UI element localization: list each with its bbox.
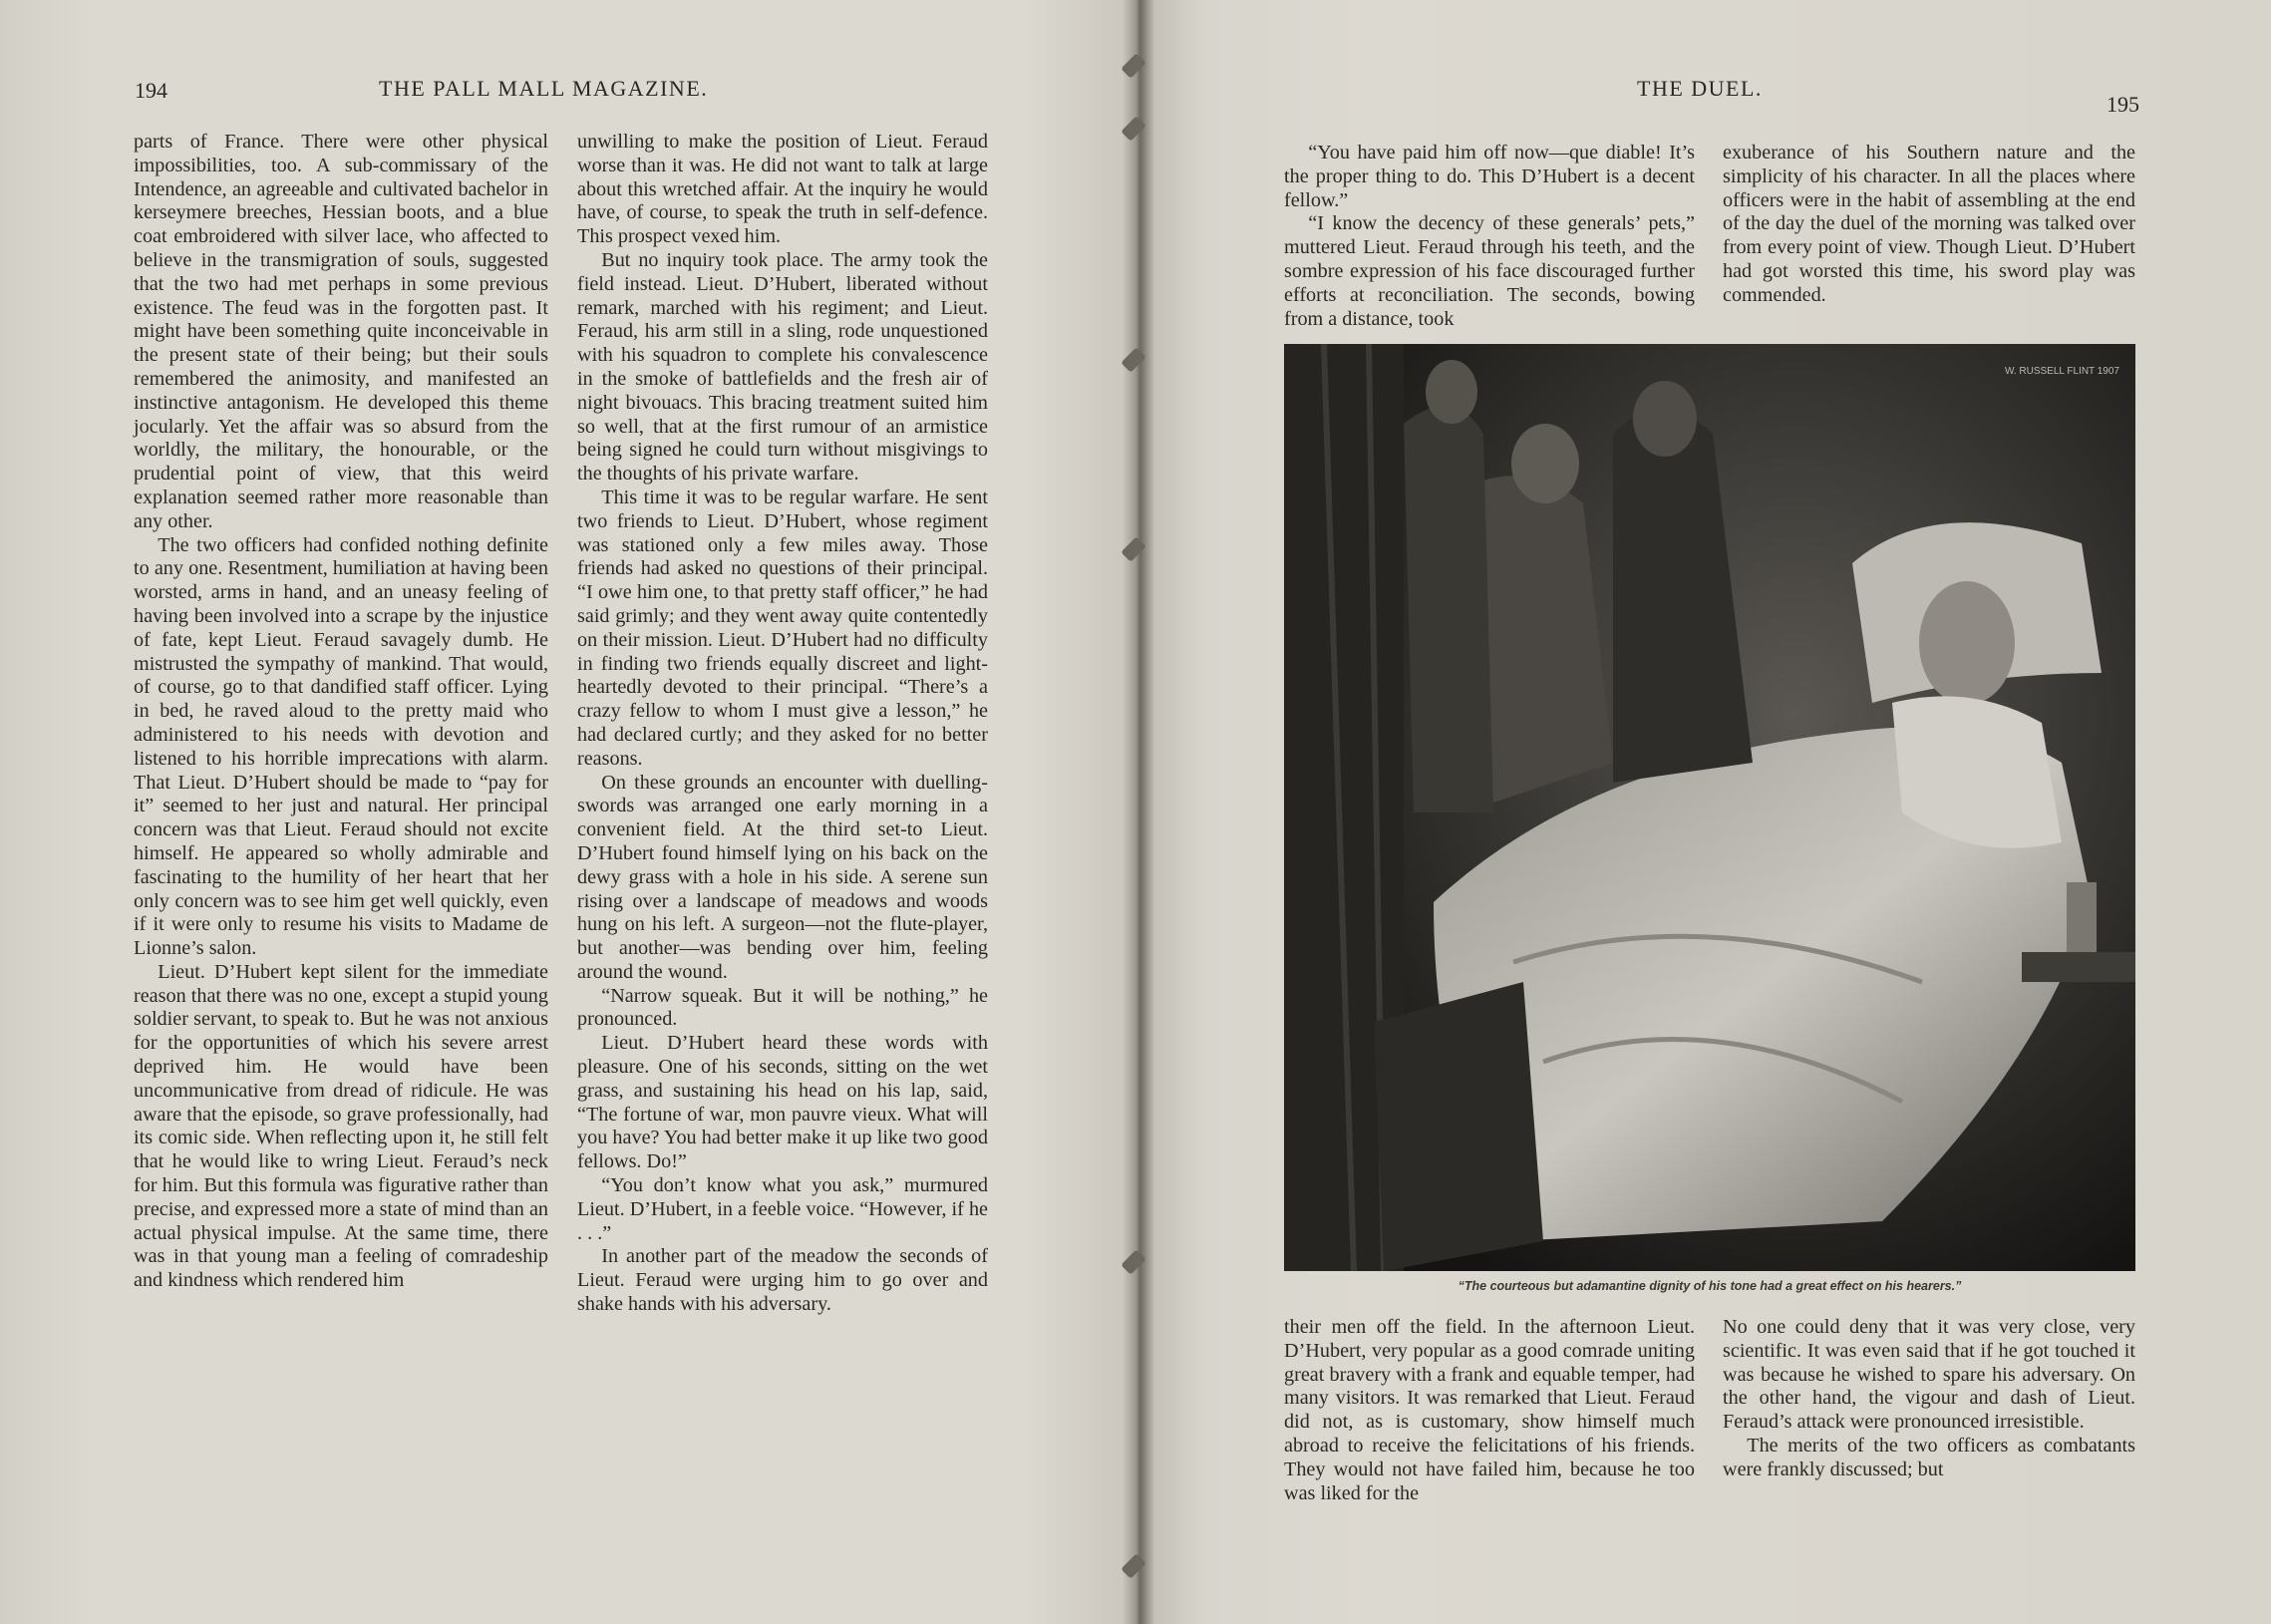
paragraph: In another part of the meadow the seconds of Lieut. Feraud were urging him to go over and shake hands with his adversary. — [577, 1245, 988, 1316]
paragraph: “Narrow squeak. But it will be nothing,” he pronounced. — [577, 984, 988, 1031]
paragraph: parts of France. There were other physical impossibilities, too. A sub-commissary of the Intendence, an agreeable and cultivated bachelor in kerseymere breeches, Hessian boots, and a blue coat embroidered with silver lace, who affected to believe in the transmigration of souls, suggested that the two had met perhaps in some previous existence. The feud was in the forgotten past. It might have been something quite inconceivable in the present state of their being; but their souls remembered the animosity, and manifested an instinctive antagonism. He developed this theme jocularly. Yet the affair was so absurd from the worldly, the military, the honourable, or the prudential point of view, that this weird explanation seemed rather more reasonable than any other. — [134, 131, 548, 532]
patient-head-shape — [1919, 581, 2015, 705]
paragraph: “I know the decency of these generals’ pets,” muttered Lieut. Feraud through his teeth, and the sombre expression of his face discouraged further efforts at reconciliation. The seconds, bowing from a distance, took — [1284, 212, 1695, 330]
book-gutter — [1123, 0, 1154, 1624]
paragraph: But no inquiry took place. The army took the field instead. Lieut. D’Hubert, liberated without remark, marched with his regiment; and Lieut. Feraud, his arm still in a sling, rode unquestioned with his squadron to complete his convalescence in the smoke of battlefields and the fresh air of night bivouacs. This bracing treatment suited him so well, that at the first rumour of an armistice being signed he could turn without misgivings to the thoughts of his private warfare. — [577, 248, 988, 486]
page-number-left: 194 — [135, 78, 167, 103]
paragraph: On these grounds an encounter with duelling-swords was arranged one early morning in a convenient field. At the third set-to Lieut. D’Hubert found himself lying on his back on the dewy grass with a hole in his side. A serene sun rising over a landscape of meadows and woods hung on his left. A surgeon—not the flute-player, but another—was bending over him, feeling around the wound. — [577, 771, 988, 983]
paragraph: Lieut. D’Hubert kept silent for the immediate reason that there was no one, except a stupid young soldier servant, to speak to. But he was not anxious for the opportunities of which his severe arrest deprived him. He would have been uncommunicative from dread of ridicule. He was aware that the episode, so grave professionally, had its comic side. When reflecting upon it, he still felt that he would like to wring Lieut. Feraud’s neck for him. But this formula was figurative rather than precise, and expressed more a state of mind than an actual physical impulse. At the same time, there was in that young man a feeling of comradeship and kindness which rendered him — [134, 960, 548, 1292]
paragraph: The merits of the two officers as combatants were frankly discussed; but — [1723, 1434, 2135, 1480]
illustration-drawing — [1284, 344, 2135, 1271]
paragraph: This time it was to be regular warfare. He sent two friends to Lieut. D’Hubert, whose regiment was stationed only a few miles away. Those friends had asked no questions of their principal. “I owe him one, to that pretty staff officer,” he had said grimly; and they went away quite contentedly on their mission. Lieut. D’Hubert had no difficulty in finding two friends equally discreet and light-heartedly devoted to their principal. “There’s a crazy fellow to whom I must give a lesson,” he had declared curtly; and they asked for no better reasons. — [577, 486, 988, 770]
right-bottom-column-2 — [1723, 1316, 2135, 1482]
paragraph: their men off the field. In the afternoon Lieut. D’Hubert, very popular as a good comrade uniting great bravery with a frank and equable temper, had many visitors. It was remarked that Lieut. Feraud did not, as is customary, show himself much abroad to receive the felicitations of his friends. They would not have failed him, because he too was liked for the — [1284, 1316, 1695, 1504]
right-top-column-2 — [1723, 142, 2135, 308]
paragraph: Lieut. D’Hubert heard these words with pleasure. One of his seconds, sitting on the wet grass, and sustaining his head on his lap, said, “The fortune of war, mon pauvre vieux. What will you have? You had better make it up like two good fellows. Do!” — [577, 1032, 988, 1173]
page-number-right: 195 — [2107, 92, 2139, 117]
paragraph: “You have paid him off now—que diable! It’s the proper thing to do. This D’Hubert is a decent fellow.” — [1284, 142, 1695, 211]
paragraph: unwilling to make the position of Lieut. Feraud worse than it was. He did not want to talk at large about this wretched affair. At the inquiry he would have, of course, to speak the truth in self-defence. This prospect vexed him. — [577, 131, 988, 248]
illustration-signature: W. RUSSELL FLINT 1907 — [2004, 366, 2119, 377]
right-bottom-column-1 — [1284, 1316, 1695, 1505]
running-head-left: THE PALL MALL MAGAZINE. — [379, 76, 709, 101]
paragraph: exuberance of his Southern nature and the simplicity of his character. In all the places where officers were in the habit of assembling at the end of the day the duel of the morning was talked over from every point of view. Though Lieut. D’Hubert had got worsted this time, his sword play was commended. — [1723, 142, 2135, 306]
right-top-column-1 — [1284, 142, 1695, 331]
illustration-caption: “The courteous but adamantine dignity of his tone had a great effect on his hearers.” — [1458, 1279, 1962, 1293]
paragraph: “You don’t know what you ask,” murmured Lieut. D’Hubert, in a feeble voice. “However, if he . . .” — [577, 1174, 988, 1244]
left-column-2 — [577, 131, 988, 1317]
cup-shape — [2067, 882, 2097, 952]
paragraph: No one could deny that it was very close, very scientific. It was even said that if he got touched it was because he wished to spare his adversary. On the other hand, the vigour and dash of Lieut. Feraud’s attack were pronounced irresistible. — [1723, 1316, 2135, 1434]
left-column-1 — [134, 131, 548, 1293]
illustration — [1284, 344, 2135, 1271]
paragraph: The two officers had confided nothing definite to any one. Resentment, humiliation at having been worsted, arms in hand, and an uneasy feeling of having been involved into a scrape by the injustice of fate, kept Lieut. Feraud savagely dumb. He mistrusted the sympathy of mankind. That would, of course, go to that dandified staff officer. Lying in bed, he raved aloud to the pretty maid who administered to his needs with devotion and listened to his horrible imprecations with alarm. That Lieut. D’Hubert should be made to “pay for it” seemed to her just and natural. Her principal concern was that Lieut. Feraud should not excite himself. He appeared so wholly admirable and fascinating to the humility of her heart that her only concern was to see him get well quickly, even if it were only to resume his visits to Madame de Lionne’s salon. — [134, 533, 548, 960]
running-head-right: THE DUEL. — [1637, 76, 1763, 101]
